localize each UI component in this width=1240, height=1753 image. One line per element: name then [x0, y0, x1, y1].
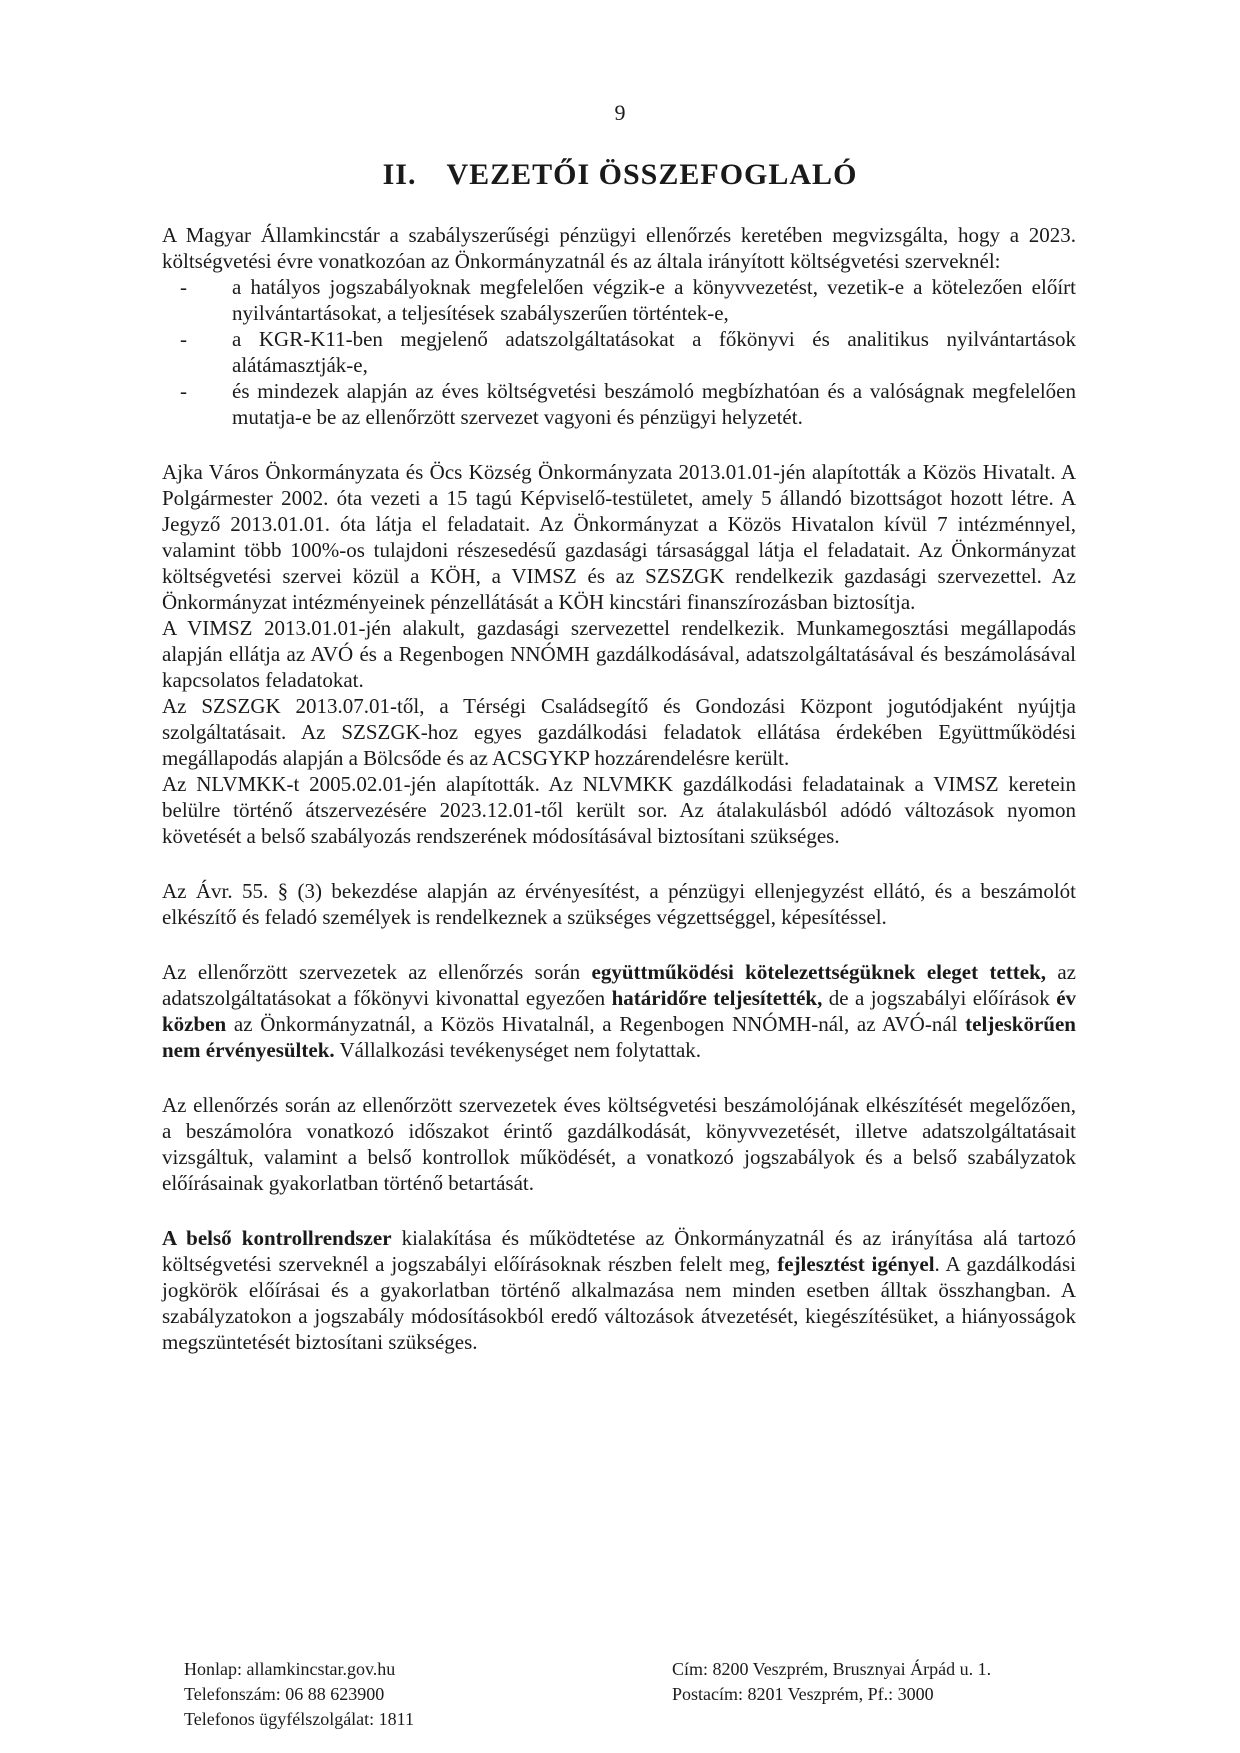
- section-heading: [0, 158, 1240, 192]
- document-body: [162, 222, 1076, 1384]
- section-number: II.: [382, 158, 417, 191]
- footer-helpdesk: Telefonos ügyfélszolgálat: 1811: [184, 1709, 415, 1729]
- text-run: . A gazdálkodási jogkörök előírásai és a gyakorlatban történő alkalmazása nem minden esetben álltak összhangban. A szabályzatokon a jogszabály módosításokból eredő változások átvezetését, kiegészítésüket, a hiányosságok megszüntetését biztosítani szükséges.: [162, 1252, 1076, 1354]
- text-run: Az ellenőrzött szervezetek az ellenőrzés során: [162, 960, 592, 984]
- cooperation-paragraph: [162, 959, 1076, 1063]
- scope-paragraph: Az ellenőrzés során az ellenőrzött szervezetek éves költségvetési beszámolójának elkészítését megelőzően, a beszámolóra vonatkozó időszakot érintő gazdálkodását, könyvvezetését, illetve adatszolgáltatásait vizsgáltuk, valamint a belső kontrollok működését, a vonatkozó jogszabályok és a belső szabályzatok előírásainak gyakorlatban történő betartását.: [162, 1093, 1076, 1195]
- section-title: VEZETŐI ÖSSZEFOGLALÓ: [446, 158, 858, 191]
- bold-run: év közben: [162, 986, 1077, 1036]
- bold-run: teljeskörűen nem érvényesültek.: [162, 1012, 1076, 1062]
- footer-contact-right: [672, 1657, 991, 1707]
- text-run: az adatszolgáltatásokat a főkönyvi kivonattal egyezően: [162, 960, 1076, 1010]
- text-run: Vállalkozási tevékenységet nem folytattak.: [334, 1038, 702, 1062]
- internal-control-paragraph: [162, 1225, 1076, 1355]
- text-run: az Önkormányzatnál, a Közös Hivatalnál, a Regenbogen NNÓMH-nál, az AVÓ-nál: [226, 1012, 966, 1036]
- list-item: - a hatályos jogszabályoknak megfelelően végzik-e a könyvvezetést, vezetik-e a kötelezően előírt nyilvántartásokat, a teljesítések szabályszerűen történtek-e,: [162, 274, 1076, 326]
- avr-paragraph: Az Ávr. 55. § (3) bekezdése alapján az érvényesítést, a pénzügyi ellenjegyzést ellátó, és a beszámolót elkészítő és feladó személyek is rendelkeznek a szükséges végzettséggel, képesítéssel.: [162, 879, 1076, 929]
- intro-paragraph: A Magyar Államkincstár a szabályszerűségi pénzügyi ellenőrzés keretében megvizsgálta, hogy a 2023. költségvetési évre vonatkozóan az Önkormányzatnál és az általa irányított költségvetési szerveknél:: [162, 223, 1076, 273]
- footer-contact-left: [184, 1657, 414, 1732]
- bold-run: fejlesztést igényel: [777, 1252, 935, 1276]
- audit-criteria-list: [162, 274, 1076, 430]
- text-run: kialakítása és működtetése az Önkormányzatnál és az irányítása alá tartozó költségvetési szerveknél a jogszabályi előírásoknak részben felelt meg,: [162, 1226, 1076, 1276]
- footer-address: Cím: 8200 Veszprém, Brusznyai Árpád u. 1.: [672, 1659, 992, 1679]
- bold-run: A belső kontrollrendszer: [162, 1226, 392, 1250]
- page-number: 9: [614, 100, 626, 125]
- text-run: de a jogszabályi előírások: [822, 986, 1057, 1010]
- footer-postal-address: Postacím: 8201 Veszprém, Pf.: 3000: [672, 1684, 934, 1704]
- list-item: - és mindezek alapján az éves költségvetési beszámoló megbízhatóan és a valóságnak megfelelően mutatja-e be az ellenőrzött szervezet vagyoni és pénzügyi helyzetét.: [162, 378, 1076, 430]
- footer-phone: Telefonszám: 06 88 623900: [184, 1684, 385, 1704]
- szszgk-paragraph: Az SZSZGK 2013.07.01-től, a Térségi Családsegítő és Gondozási Központ jogutódjaként nyújtja szolgáltatásait. Az SZSZGK-hoz egyes gazdálkodási feladatok ellátása érdekében Együttműködési megállapodás alapján a Bölcsőde és az ACSGYKP hozzárendelésre került.: [162, 694, 1076, 770]
- nlvmkk-paragraph: Az NLVMKK-t 2005.02.01-jén alapították. Az NLVMKK gazdálkodási feladatainak a VIMSZ keretein belülre történő átszervezésére 2023.12.01-től került sor. Az átalakulásból adódó változások nyomon követését a belső szabályozás rendszerének módosításával biztosítani szükséges.: [162, 772, 1076, 848]
- bold-run: együttműködési kötelezettségüknek eleget tettek,: [591, 960, 1047, 984]
- vimsz-paragraph: A VIMSZ 2013.01.01-jén alakult, gazdasági szervezettel rendelkezik. Munkamegosztási megállapodás alapján ellátja az AVÓ és a Regenbogen NNÓMH gazdálkodásával, adatszolgáltatásával és beszámolásával kapcsolatos feladatokat.: [162, 616, 1076, 692]
- background-paragraph: Ajka Város Önkormányzata és Öcs Község Önkormányzata 2013.01.01-jén alapították a Közös Hivatalt. A Polgármester 2002. óta vezeti a 15 tagú Képviselő-testületet, amely 5 állandó bizottságot hozott létre. A Jegyző 2013.01.01. óta látja el feladatait. Az Önkormányzat a Közös Hivatalon kívül 7 intézménnyel, valamint több 100%-os tulajdoni részesedésű gazdasági társasággal látja el feladatait. Az Önkormányzat költségvetési szervei közül a KÖH, a VIMSZ és az SZSZGK rendelkezik gazdasági szervezettel. Az Önkormányzat intézményeinek pénzellátását a KÖH kincstári finanszírozásban biztosítja.: [162, 460, 1076, 614]
- list-item: - a KGR-K11-ben megjelenő adatszolgáltatásokat a főkönyvi és analitikus nyilvántartások alátámasztják-e,: [162, 326, 1076, 378]
- footer-website: Honlap: allamkincstar.gov.hu: [184, 1659, 396, 1679]
- bold-run: határidőre teljesítették,: [611, 986, 823, 1010]
